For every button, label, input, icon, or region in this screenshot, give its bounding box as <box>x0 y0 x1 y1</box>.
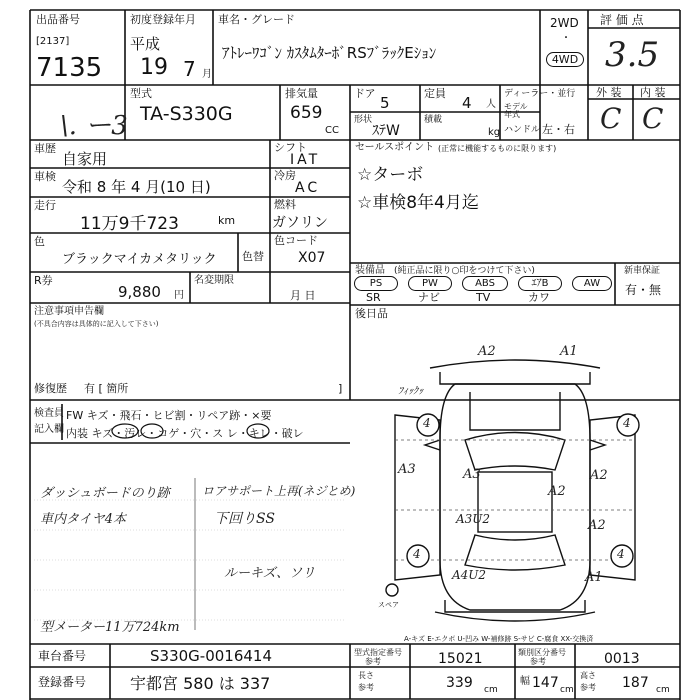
km-unit: km <box>218 214 236 227</box>
inspection-label: 車検 <box>34 170 56 183</box>
height-unit: cm <box>656 685 670 695</box>
mark-roof: A2 <box>548 484 566 499</box>
color-change-label: 色替 <box>242 250 264 263</box>
doors-label: ドア <box>354 87 376 100</box>
shift-value: IAT <box>290 152 321 168</box>
recycle-label: R券 <box>34 274 53 287</box>
model-label: 型式 <box>130 87 152 100</box>
inspection-value: 令和 8 年 4 月(10 日) <box>62 178 211 196</box>
type-num-value: 15021 <box>438 651 483 667</box>
exterior-grade: C <box>600 102 622 135</box>
equip-navi: ナビ <box>418 291 440 304</box>
new-warranty-label: 新車保証 <box>624 266 661 276</box>
drive-4wd-circled: 4WD <box>546 52 584 67</box>
equip-ps: PS <box>354 276 398 291</box>
color-code-label: 色コード <box>274 234 318 247</box>
yen-unit: 円 <box>174 290 184 301</box>
mileage-label: 走行 <box>34 199 56 212</box>
width-label: 幅 <box>520 676 530 687</box>
model-value: TA-S330G <box>140 103 233 125</box>
repair-history-label: 修復歴 <box>34 382 67 395</box>
note-left-1: ダッシュボードのり跡 <box>40 486 170 501</box>
mark-front-bumper-right: A1 <box>560 344 578 359</box>
note-right-3: ルーキズ、ソリ <box>224 566 316 581</box>
type-num-ref: 参考 <box>365 657 381 666</box>
mark-left-door: A3U2 <box>456 512 491 526</box>
declaration-label: 注意事項申告欄 <box>34 306 104 317</box>
tire-mark-rr: 4 <box>617 547 625 561</box>
mark-right-rear: A1 <box>585 570 603 585</box>
cc-unit: CC <box>325 125 339 136</box>
month-suffix: 月 <box>202 69 212 80</box>
inspector-row-exterior: FW キズ・飛石・ヒビ割・リペア跡・×要 <box>66 409 272 422</box>
damage-legend: A-キズ E-エクボ U-凹み W-補修跡 S-サビ C-腐食 XX-交換済 <box>404 635 594 643</box>
height-value: 187 <box>622 675 649 691</box>
tire-mark-fl: 4 <box>423 416 431 430</box>
name-change-value: 月 日 <box>290 289 316 302</box>
mileage-value: 11万9千723 <box>80 214 179 234</box>
color-value: ブラックマイカメタリック <box>62 252 217 267</box>
height-ref: 参考 <box>580 683 596 692</box>
usage-label: 車歴 <box>34 142 56 155</box>
declaration-note: (不具合内容は具体的に記入して下さい) <box>34 320 159 328</box>
inspector-label-2: 記入欄 <box>34 424 64 435</box>
note-right-1: ロアサポート上再(ネジとめ) <box>202 484 356 498</box>
selling-points-note: (正常に機能するものに限ります) <box>438 144 557 153</box>
first-reg-year: 19 <box>140 55 168 80</box>
dealer-label: ディーラー・並行 <box>504 89 576 99</box>
first-reg-label: 初度登録年月 <box>130 13 196 26</box>
ac-value: AC <box>295 180 321 196</box>
name-grade-label: 車名・グレード <box>218 13 295 26</box>
drive-separator: ・ <box>561 33 571 44</box>
displacement-label: 排気量 <box>285 87 318 100</box>
kg-unit: kg <box>488 127 501 138</box>
inspector-row-interior: 内装 キズ・汚レ・コゲ・穴・ス レ・キレ・破レ <box>66 427 304 440</box>
equip-abs: ABS <box>462 276 508 291</box>
capacity-value: 4 <box>462 94 472 112</box>
equip-leather: カワ <box>528 291 550 304</box>
inspector-label-1: 検査員 <box>34 408 64 419</box>
color-code-value: X07 <box>298 250 326 266</box>
capacity-label: 定員 <box>424 87 446 100</box>
equipment-label: 装備品 <box>355 265 385 276</box>
mark-left-fender: A3 <box>398 462 416 477</box>
mark-left-rear: A4U2 <box>452 568 487 582</box>
length-ref: 参考 <box>358 683 374 692</box>
width-unit: cm <box>560 685 574 695</box>
displacement-value: 659 <box>290 103 323 123</box>
exterior-label: 外 装 <box>596 86 622 99</box>
drive-2wd: 2WD <box>550 16 579 30</box>
chassis-value: S330G-0016414 <box>150 647 272 665</box>
mark-right-fender: A2 <box>590 468 608 483</box>
equip-tv: TV <box>476 291 491 304</box>
mark-front-bumper-left: A2 <box>478 344 496 359</box>
after-install-label: 後日品 <box>355 307 388 320</box>
first-reg-month: 7 <box>183 57 196 81</box>
note-left-2: 車内タイヤ4本 <box>40 512 127 527</box>
type-num-label: 型式指定番号 <box>354 648 402 657</box>
name-change-label: 名変期限 <box>194 275 234 286</box>
height-label: 高さ <box>580 671 596 680</box>
handwritten-mark: \. ー3 <box>60 111 128 141</box>
model-year-label: モデル年式 <box>504 102 528 119</box>
ac-label: 冷房 <box>274 169 296 182</box>
mark-fitting: ﾌｨｯｸｯ <box>398 386 423 397</box>
person-unit: 人 <box>486 99 496 110</box>
repair-history-close: ] <box>338 382 343 395</box>
body-value: ｽﾃW <box>372 123 400 139</box>
lot-code: [2137] <box>36 36 70 47</box>
registration-value: 宇都宮 580 は 337 <box>130 674 271 693</box>
body-label: 形状 <box>354 115 373 125</box>
equipment-note: (純正品に限り○印をつけて下さい) <box>394 266 535 276</box>
mark-right-door: A2 <box>588 518 606 533</box>
new-warranty-value: 有・無 <box>625 283 662 297</box>
registration-label: 登録番号 <box>38 675 87 689</box>
car-name: ｱﾄﾚｰﾜｺﾞﾝ ｶｽﾀﾑﾀｰﾎﾞRSﾌﾞﾗｯｸEｼｮﾝ <box>222 44 437 62</box>
lot-number: 7135 <box>36 53 103 83</box>
equip-airbag: ｴｱB <box>518 276 562 291</box>
chassis-label: 車台番号 <box>38 649 87 663</box>
length-value: 339 <box>446 675 473 691</box>
interior-label: 内 装 <box>640 86 666 99</box>
equip-aw: AW <box>572 276 612 291</box>
recycle-value: 9,880 <box>118 283 161 301</box>
interior-grade: C <box>642 102 664 135</box>
era: 平成 <box>130 35 161 53</box>
shift-label: シフト <box>274 141 307 154</box>
load-label: 積載 <box>424 115 443 125</box>
handle-label: ハンドル <box>504 125 541 135</box>
class-num-value: 0013 <box>604 651 640 667</box>
tire-mark-rl: 4 <box>413 547 421 561</box>
usage-value: 自家用 <box>62 150 108 168</box>
mark-hood: A3 <box>463 467 481 482</box>
length-label: 長さ <box>358 671 374 680</box>
equip-sr: SR <box>366 291 381 304</box>
handle-options: 左・右 <box>542 123 575 136</box>
tire-mark-fr: 4 <box>623 416 631 430</box>
selling-points-label: セールスポイント <box>355 142 435 153</box>
note-right-2: 下回りSS <box>214 511 275 527</box>
class-num-ref: 参考 <box>530 657 546 666</box>
selling-point-1: ☆ターボ <box>357 165 424 185</box>
score-value: 3.5 <box>605 35 660 75</box>
selling-point-2: ☆車検8年4月迄 <box>357 193 479 213</box>
fuel-value: ガソリン <box>272 215 328 231</box>
score-label: 評 価 点 <box>600 13 644 27</box>
doors-value: 5 <box>380 94 390 112</box>
equip-pw: PW <box>408 276 452 291</box>
color-label: 色 <box>34 235 45 248</box>
spare-label: スペア <box>378 601 399 609</box>
class-num-label: 類別区分番号 <box>518 648 566 657</box>
fuel-label: 燃料 <box>274 198 296 211</box>
lot-number-label: 出品番号 <box>36 13 80 26</box>
length-unit: cm <box>484 685 498 695</box>
repair-history-value: 有 [ 箇所 <box>84 382 129 395</box>
width-value: 147 <box>532 675 559 691</box>
note-left-3: 型メーター11万724km <box>40 620 180 635</box>
